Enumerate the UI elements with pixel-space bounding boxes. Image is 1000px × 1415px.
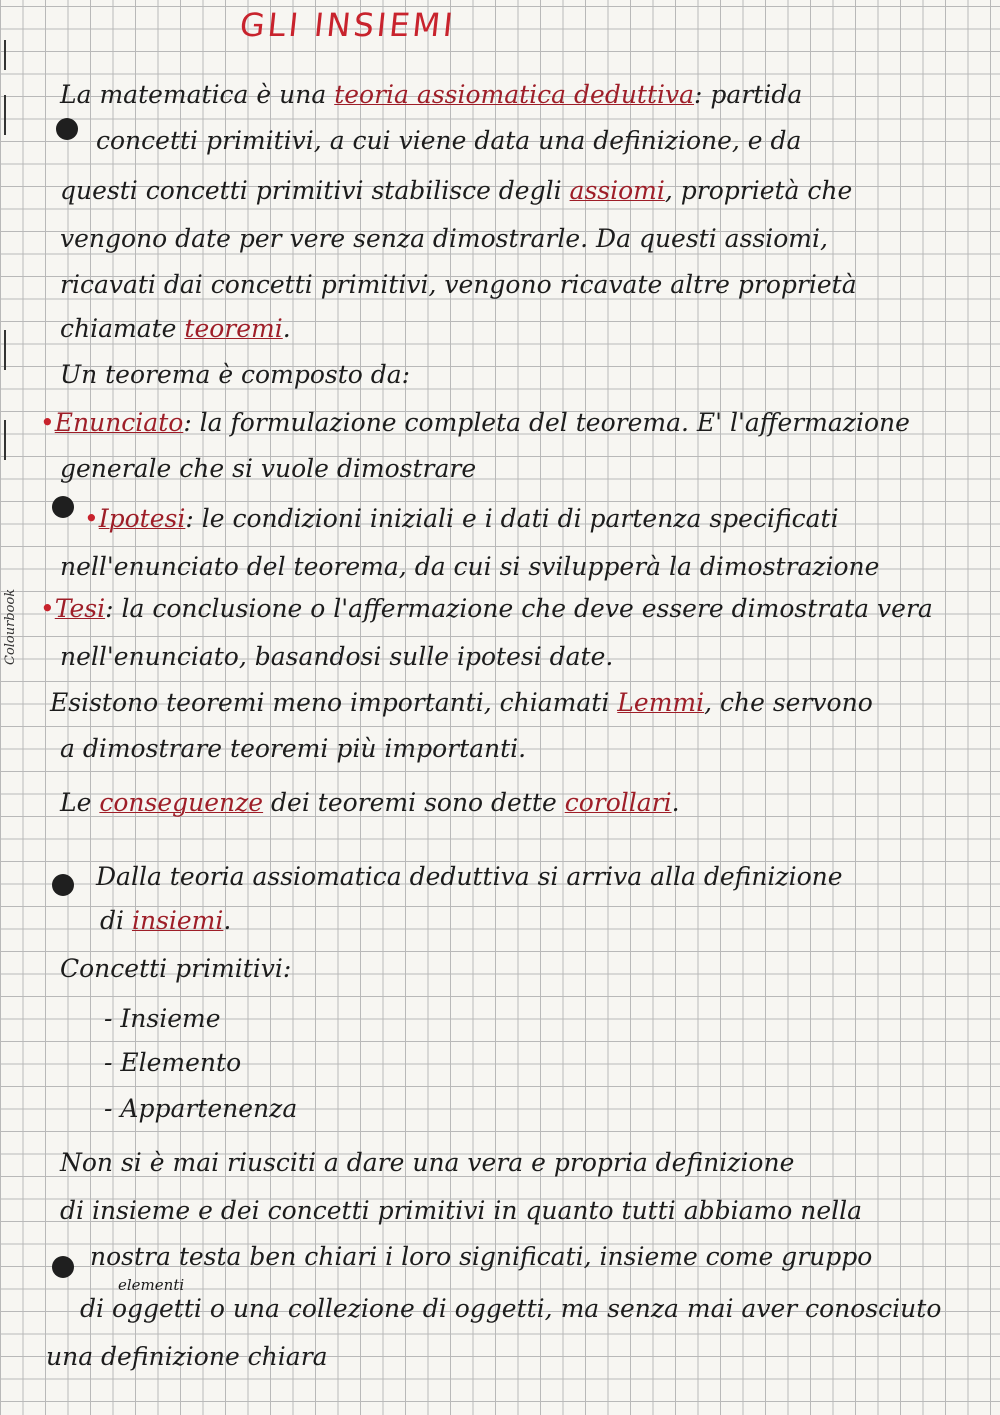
text-line: Esistono teoremi meno importanti, chiamati Lemmi, che servono [50, 688, 873, 717]
text-line: Concetti primitivi: [60, 954, 292, 983]
text-line: nell'enunciato del teorema, da cui si svilupperà la dimostrazione [60, 552, 880, 581]
text-line: questi concetti primitivi stabilisce degli assiomi, proprietà che [60, 176, 853, 205]
page-title: GLI INSIEMI [238, 6, 458, 44]
text-line: Le conseguenze dei teoremi sono dette corollari. [60, 788, 680, 817]
list-item: - Insieme [104, 1004, 221, 1033]
text-line: ricavati dai concetti primitivi, vengono ricavate altre proprietà [60, 270, 857, 299]
text-line: La matematica è una teoria assiomatica deduttiva: partida [60, 80, 803, 109]
bullet-dot: • [40, 594, 55, 623]
bullet-dot: • [40, 408, 55, 437]
list-item: - Elemento [104, 1048, 242, 1077]
notebook-brand: Colourbook [3, 588, 18, 665]
text-line: Un teorema è composto da: [60, 360, 411, 389]
text-line: chiamate teoremi. [60, 314, 291, 343]
text-line: nell'enunciato, basandosi sulle ipotesi date. [60, 642, 614, 671]
punch-hole [52, 874, 74, 896]
margin-tick [4, 40, 6, 70]
bullet-enunciato: •Enunciato: la formulazione completa del teorema. E' l'affermazione [40, 408, 910, 437]
text-line: nostra testa ben chiari i loro significati, insieme come gruppo [90, 1242, 873, 1271]
text-line: di insieme e dei concetti primitivi in quanto tutti abbiamo nella [60, 1196, 863, 1225]
punch-hole [56, 118, 78, 140]
bullet-tesi: •Tesi: la conclusione o l'affermazione che deve essere dimostrata vera [40, 594, 933, 623]
text-line: Dalla teoria assiomatica deduttiva si arriva alla definizione [96, 862, 843, 891]
list-item: - Appartenenza [104, 1094, 298, 1123]
text-line: di insiemi. [100, 906, 232, 935]
bullet-dot: • [84, 504, 99, 533]
margin-tick [4, 330, 6, 370]
punch-hole [52, 1256, 74, 1278]
margin-tick [4, 95, 6, 135]
margin-tick [4, 420, 6, 460]
punch-hole [52, 496, 74, 518]
inserted-word: elementi [118, 1276, 185, 1294]
text-line: vengono date per vere senza dimostrarle. Da questi assiomi, [60, 224, 828, 253]
text-line: Non si è mai riusciti a dare una vera e propria definizione [60, 1148, 795, 1177]
text-line: a dimostrare teoremi più importanti. [60, 734, 527, 763]
text-line: generale che si vuole dimostrare [60, 454, 477, 483]
text-line: concetti primitivi, a cui viene data una definizione, e da [96, 126, 802, 155]
text-line: di oggetti o una collezione di oggetti, ma senza mai aver conosciuto [80, 1294, 942, 1323]
bullet-ipotesi: •Ipotesi: le condizioni iniziali e i dati di partenza specificati [84, 504, 839, 533]
text-line: una definizione chiara [46, 1342, 328, 1371]
